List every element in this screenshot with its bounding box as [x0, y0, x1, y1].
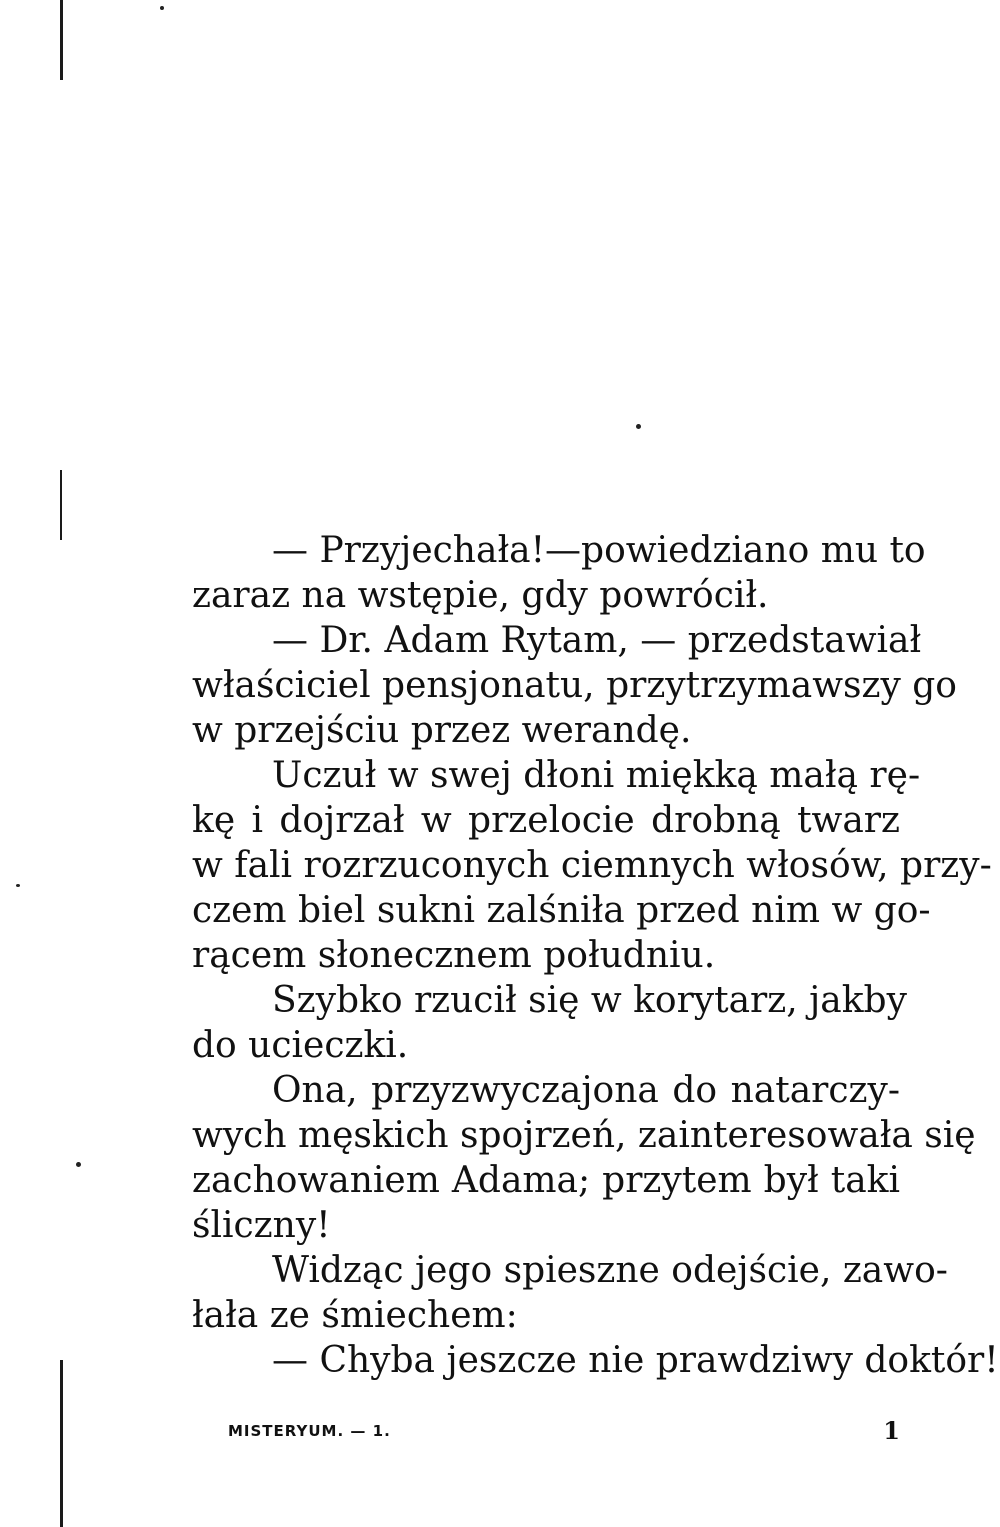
text-line: właściciel pensjonatu, przytrzymawszy go	[192, 665, 957, 706]
text-line: czem biel sukni zalśniła przed nim w go‑	[192, 890, 931, 931]
text-line: rącem słonecznem południu.	[192, 935, 716, 976]
binding-edge-mark	[60, 1360, 63, 1527]
binding-edge-mark	[60, 0, 63, 80]
text-line: w fali rozrzuconych ciemnych włosów, przy‑	[192, 845, 992, 886]
binding-edge-mark	[60, 470, 62, 540]
scan-speck	[636, 424, 641, 429]
body-text	[192, 528, 999, 1383]
text-line: śliczny!	[192, 1205, 331, 1246]
text-line: Widząc jego spieszne odejście, zawo‑	[272, 1250, 948, 1291]
text-line: łała ze śmiechem:	[192, 1295, 518, 1336]
text-line: Uczuł w swej dłoni miękką małą rę‑	[272, 755, 921, 796]
text-line: — Chyba jeszcze nie prawdziwy doktór!	[272, 1340, 999, 1381]
text-line: Ona, przyzwyczajona do natarczy‑	[272, 1070, 900, 1111]
text-line: — Przyjechała!—powiedziano mu to	[272, 530, 926, 571]
text-line: kę i dojrzał w przelocie drobną twarz	[192, 800, 900, 841]
scan-speck	[76, 1162, 81, 1167]
printer-signature: MISTERYUM. — 1.	[228, 1422, 391, 1440]
text-line: wych męskich spojrzeń, zainteresowała się	[192, 1115, 976, 1156]
text-line: zaraz na wstępie, gdy powrócił.	[192, 575, 769, 616]
text-line: w przejściu przez werandę.	[192, 710, 692, 751]
scan-speck	[16, 884, 20, 887]
text-line: — Dr. Adam Rytam, — przedstawiał	[272, 620, 922, 661]
page-footer	[192, 1416, 900, 1450]
text-line: do ucieczki.	[192, 1025, 409, 1066]
text-line: Szybko rzucił się w korytarz, jakby	[272, 980, 907, 1021]
scan-speck	[160, 6, 164, 10]
text-line: zachowaniem Adama; przytem był taki	[192, 1160, 900, 1201]
page-number: 1	[883, 1416, 900, 1445]
